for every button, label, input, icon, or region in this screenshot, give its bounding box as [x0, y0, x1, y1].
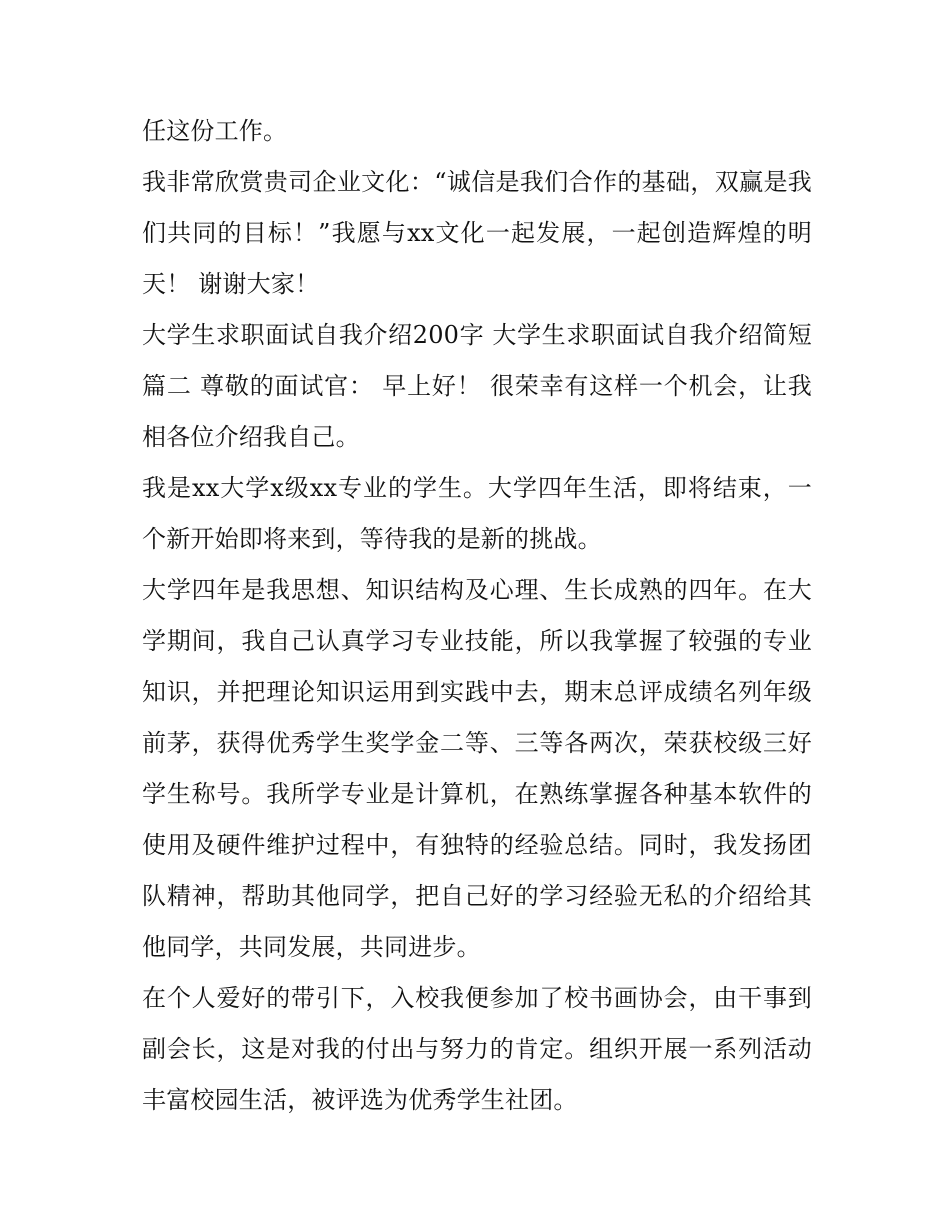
- document-body: [142, 106, 812, 1126]
- paragraph-6: 在个人爱好的带引下，入校我便参加了校书画协会，由干事到副会长，这是对我的付出与努力的肯定。组织开展一系列活动丰富校园生活，被评选为优秀学生社团。: [142, 984, 812, 1114]
- paragraph-4: 我是xx大学x级xx专业的学生。大学四年生活，即将结束，一个新开始即将来到，等待我的是新的挑战。: [142, 474, 812, 553]
- paragraph-2: 我非常欣赏贵司企业文化：“诚信是我们合作的基础，双赢是我们共同的目标！”我愿与xx文化一起发展，一起创造辉煌的明天！ 谢谢大家！: [142, 168, 812, 298]
- paragraph-1: 任这份工作。: [142, 117, 288, 145]
- paragraph-5: 大学四年是我思想、知识结构及心理、生长成熟的四年。在大学期间，我自己认真学习专业技能，所以我掌握了较强的专业知识，并把理论知识运用到实践中去，期末总评成绩名列年级前茅，获得优秀学生奖学金二等、三等各两次，荣获校级三好学生称号。我所学专业是计算机，在熟练掌握各种基本软件的使用及硬件维护过程中，有独特的经验总结。同时，我发扬团队精神，帮助其他同学，把自己好的学习经验无私的介绍给其他同学，共同发展，共同进步。: [142, 576, 812, 961]
- paragraph-3: 大学生求职面试自我介绍200字 大学生求职面试自我介绍简短篇二 尊敬的面试官： 早上好！ 很荣幸有这样一个机会，让我相各位介绍我自己。: [142, 321, 812, 451]
